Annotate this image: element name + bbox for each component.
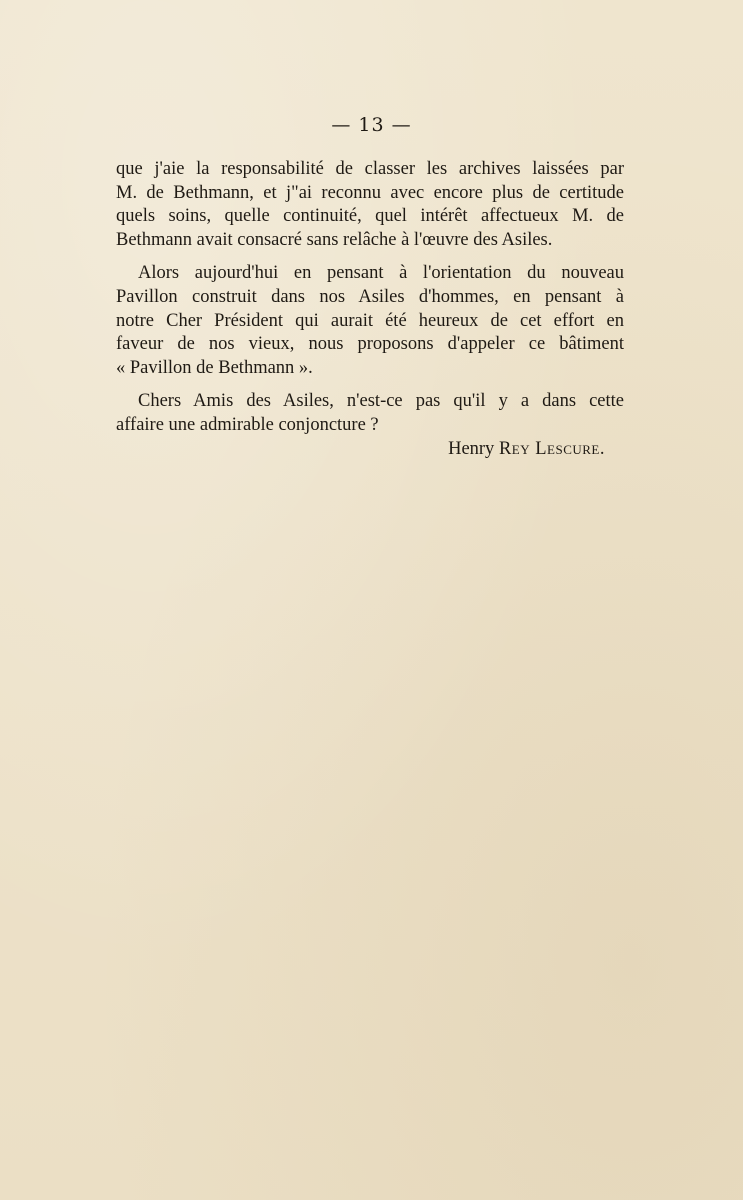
text-line: que j'aie la responsabilité de classer les archives laissées par (116, 159, 624, 179)
paragraph-2 (116, 262, 624, 380)
paragraph-3 (116, 390, 624, 437)
text-line: « Pavillon de Bethmann ». (116, 357, 313, 378)
signature-last-name: Rey Lescure. (498, 439, 605, 459)
body-text (116, 158, 624, 448)
signature (448, 439, 605, 460)
text-line: affaire une admirable conjoncture ? (116, 414, 379, 435)
paragraph-1 (116, 158, 624, 252)
text-line: Bethmann avait consacré sans relâche à l'œuvre des Asiles. (116, 229, 553, 250)
page-number: — 13 — (331, 114, 412, 136)
text-line: Alors aujourd'hui en pensant à l'orientation du nouveau (138, 263, 624, 284)
text-line: faveur de nos vieux, nous proposons d'appeler ce bâtiment (116, 334, 624, 355)
text-line: M. de Bethmann, et j"ai reconnu avec encore plus de certitude (116, 182, 624, 203)
text-line: Pavillon construit dans nos Asiles d'hommes, en pensant à (116, 286, 624, 307)
text-line: notre Cher Président qui aurait été heureux de cet effort en (116, 310, 624, 331)
signature-first-name: Henry (448, 439, 495, 459)
text-line: Chers Amis des Asiles, n'est-ce pas qu'il y a dans cette (138, 391, 624, 412)
text-line: quels soins, quelle continuité, quel intérêt affectueux M. de (116, 206, 624, 227)
